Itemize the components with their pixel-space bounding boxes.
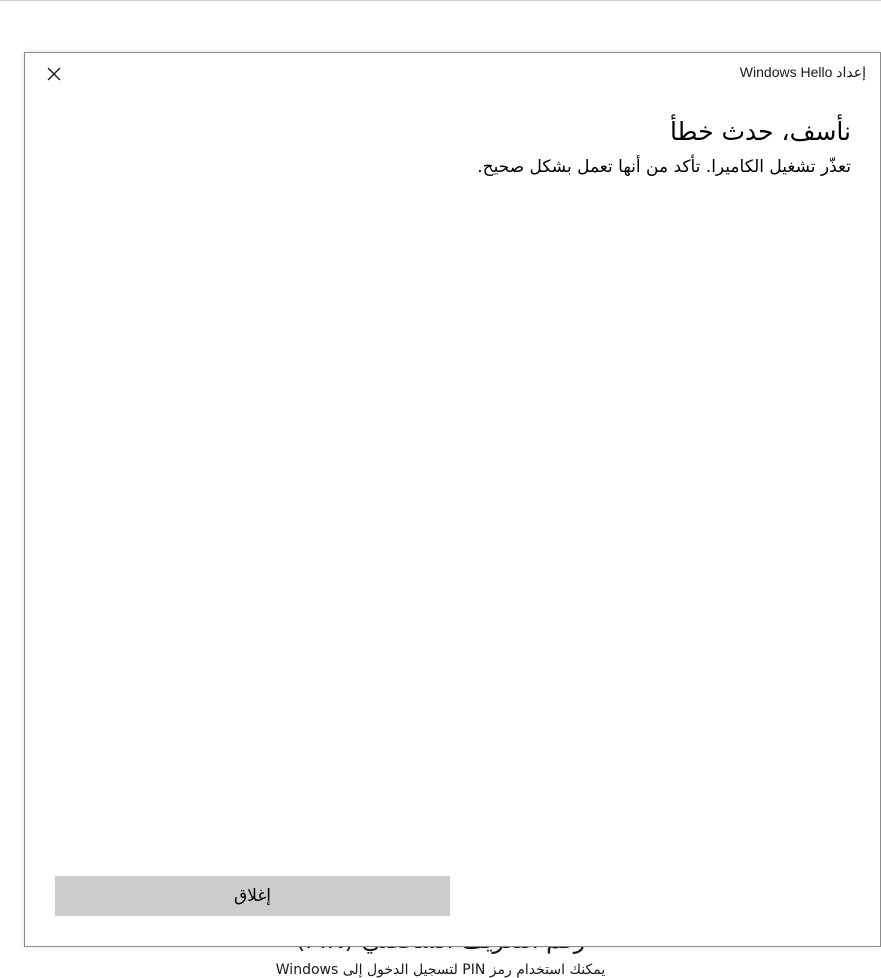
windows-hello-dialog [24,52,881,947]
dialog-titlebar [25,53,880,93]
close-icon [47,67,61,81]
dialog-close-button[interactable] [39,61,69,87]
window-title: إعداد Windows Hello [739,64,866,80]
error-heading: نأسف، حدث خطأ [669,117,851,146]
top-divider [0,0,881,1]
dialog-content [91,115,851,179]
background-pin-subtext: يمكنك استخدام رمز PIN لتسجيل الدخول إلى Windows [275,962,606,978]
error-message: تعذّر تشغيل الكاميرا. تأكد من أنها تعمل بشكل صحيح. [477,157,851,177]
close-button[interactable]: إغلاق [55,876,450,916]
